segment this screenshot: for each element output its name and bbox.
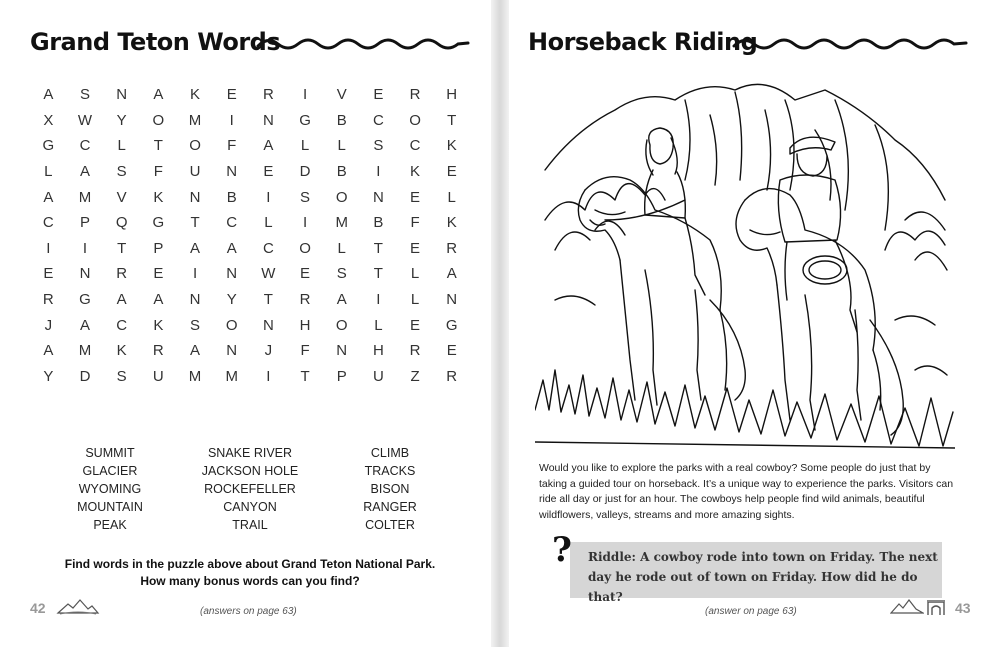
grid-letter[interactable]: N xyxy=(116,86,128,104)
grid-letter[interactable]: R xyxy=(409,342,421,360)
grid-letter[interactable]: A xyxy=(43,188,54,206)
grid-letter[interactable]: J xyxy=(44,316,53,334)
grid-letter[interactable]: L xyxy=(410,265,420,283)
grid-letter[interactable]: S xyxy=(116,163,127,181)
squiggle-line-icon xyxy=(256,34,470,54)
grid-letter[interactable]: A xyxy=(116,291,127,309)
word-item: WYOMING xyxy=(78,482,142,496)
grid-letter[interactable]: G xyxy=(445,316,458,334)
word-column xyxy=(180,444,320,534)
grid-letter[interactable]: M xyxy=(78,188,92,206)
grid-letter[interactable]: F xyxy=(410,214,420,232)
grid-letter[interactable]: A xyxy=(226,239,237,257)
grid-letter[interactable]: R xyxy=(262,86,274,104)
grid-letter[interactable]: F xyxy=(227,137,237,155)
word-item: CLIMB xyxy=(370,446,410,460)
grid-letter[interactable]: A xyxy=(80,316,91,334)
grid-letter[interactable]: N xyxy=(226,265,238,283)
grid-letter[interactable]: A xyxy=(263,137,274,155)
word-item: CANYON xyxy=(223,500,277,514)
word-item: JACKSON HOLE xyxy=(201,464,299,478)
grid-letter[interactable]: R xyxy=(446,239,458,257)
grid-letter[interactable]: V xyxy=(336,86,347,104)
word-item: SNAKE RIVER xyxy=(207,446,293,460)
grid-letter[interactable]: N xyxy=(189,291,201,309)
horseback-riders-illustration xyxy=(535,70,955,450)
grid-letter[interactable]: A xyxy=(153,291,164,309)
grid-letter[interactable]: B xyxy=(373,214,384,232)
grid-letter[interactable]: O xyxy=(152,111,165,129)
grid-letter[interactable]: S xyxy=(373,137,384,155)
grid-letter[interactable]: C xyxy=(116,316,128,334)
grid-letter[interactable]: R xyxy=(446,367,458,385)
page-title-right: Horseback Riding xyxy=(528,28,758,56)
grid-letter[interactable]: L xyxy=(117,137,126,155)
grid-letter[interactable]: E xyxy=(153,265,164,283)
grid-letter[interactable]: L xyxy=(337,239,346,257)
mountain-icon xyxy=(890,598,924,616)
grid-letter[interactable]: N xyxy=(189,188,201,206)
grid-letter[interactable]: Y xyxy=(43,367,54,385)
grid-row xyxy=(30,133,470,159)
word-list xyxy=(40,444,460,534)
grid-row xyxy=(30,287,470,313)
grid-row xyxy=(30,261,470,287)
grid-letter[interactable]: C xyxy=(42,214,54,232)
grid-letter[interactable]: C xyxy=(262,239,274,257)
grid-letter[interactable]: O xyxy=(225,316,238,334)
word-item: MOUNTAIN xyxy=(77,500,143,514)
squiggle-line-icon xyxy=(732,34,970,54)
grid-letter[interactable]: A xyxy=(190,239,201,257)
grid-letter[interactable]: E xyxy=(263,163,274,181)
grid-letter[interactable]: V xyxy=(116,188,127,206)
word-item: TRAIL xyxy=(232,518,268,532)
horseback-paragraph: Would you like to explore the parks with a real cowboy? Some people do just that by taking a guided tour on horseback. It’s a unique way to experience the parks. Visitors can ride all day or just for an hour. The cowboys help people find wild animals, beautiful wildflowers, valleys, streams and more amazing sights. xyxy=(539,462,954,521)
grid-letter[interactable]: A xyxy=(43,342,54,360)
grid-letter[interactable]: T xyxy=(447,111,457,129)
grid-letter[interactable]: C xyxy=(226,214,238,232)
page-number-right: 43 xyxy=(955,600,971,616)
grid-letter[interactable]: H xyxy=(446,86,458,104)
page-number-left: 42 xyxy=(30,600,46,616)
grid-letter[interactable]: W xyxy=(77,111,93,129)
grid-letter[interactable]: X xyxy=(43,111,54,129)
grid-letter[interactable]: N xyxy=(446,291,458,309)
grid-letter[interactable]: K xyxy=(190,86,201,104)
grid-letter[interactable]: K xyxy=(446,137,457,155)
grid-letter[interactable]: B xyxy=(226,188,237,206)
grid-letter[interactable]: C xyxy=(79,137,91,155)
grid-letter[interactable]: K xyxy=(116,342,127,360)
grid-letter[interactable]: A xyxy=(446,265,457,283)
grid-letter[interactable]: O xyxy=(299,239,311,257)
grid-letter[interactable]: L xyxy=(447,188,456,206)
grid-letter[interactable]: A xyxy=(190,342,201,360)
grid-letter[interactable]: E xyxy=(410,316,421,334)
grid-letter[interactable]: O xyxy=(335,316,348,334)
grid-letter[interactable]: M xyxy=(225,367,238,385)
grid-letter[interactable]: E xyxy=(446,342,457,360)
grid-letter[interactable]: S xyxy=(300,188,311,206)
grid-letter[interactable]: A xyxy=(43,86,54,104)
word-column xyxy=(320,444,460,534)
grid-letter[interactable]: S xyxy=(336,265,347,283)
grid-letter[interactable]: C xyxy=(372,111,384,129)
grid-letter[interactable]: T xyxy=(300,367,310,385)
grid-letter[interactable]: H xyxy=(372,342,384,360)
grid-letter[interactable]: E xyxy=(226,86,237,104)
grid-letter[interactable]: L xyxy=(410,291,420,309)
grid-letter[interactable]: E xyxy=(410,188,421,206)
grid-letter[interactable]: T xyxy=(117,239,127,257)
grid-letter[interactable]: B xyxy=(336,163,347,181)
grid-letter[interactable]: I xyxy=(266,188,271,206)
grid-letter[interactable]: G xyxy=(299,111,311,129)
grid-letter[interactable]: K xyxy=(153,188,164,206)
grid-row xyxy=(30,82,470,108)
grid-letter[interactable]: N xyxy=(372,188,384,206)
grid-letter[interactable]: N xyxy=(262,111,274,129)
grid-letter[interactable]: J xyxy=(264,342,273,360)
grid-letter[interactable]: A xyxy=(80,163,91,181)
grid-row xyxy=(30,210,470,236)
grid-letter[interactable]: K xyxy=(153,316,164,334)
grid-letter[interactable]: I xyxy=(192,265,198,283)
grid-letter[interactable]: H xyxy=(299,316,311,334)
grid-letter[interactable]: I xyxy=(376,163,381,181)
grid-letter[interactable]: M xyxy=(188,367,202,385)
grid-letter[interactable]: E xyxy=(300,265,311,283)
grid-letter[interactable]: P xyxy=(153,239,164,257)
grid-letter[interactable]: T xyxy=(190,214,200,232)
grid-letter[interactable]: L xyxy=(264,214,273,232)
book-gutter xyxy=(491,0,509,647)
grid-letter[interactable]: P xyxy=(80,214,91,232)
grid-letter[interactable]: W xyxy=(261,265,276,283)
arch-icon xyxy=(926,598,946,616)
grid-letter[interactable]: N xyxy=(226,163,238,181)
mountain-icon xyxy=(56,598,100,616)
grid-row xyxy=(30,312,470,338)
grid-letter[interactable]: F xyxy=(300,342,310,360)
word-item: COLTER xyxy=(365,518,415,532)
grid-letter[interactable]: M xyxy=(335,214,348,232)
puzzle-instructions: Find words in the puzzle above about Grand Teton National Park. How many bonus words can you find? xyxy=(64,557,436,588)
grid-letter[interactable]: U xyxy=(372,367,384,385)
grid-row xyxy=(30,108,470,134)
grid-letter[interactable]: G xyxy=(79,291,91,309)
grid-letter[interactable]: E xyxy=(446,163,457,181)
riddle-text: Riddle: A cowboy rode into town on Friday. The next day he rode out of town on Friday. How did he do that? xyxy=(588,550,938,604)
grid-letter[interactable]: D xyxy=(299,163,311,181)
grid-letter[interactable]: R xyxy=(42,291,54,309)
grid-letter[interactable]: E xyxy=(43,265,54,283)
answers-note-left: (answers on page 63) xyxy=(200,606,297,617)
grid-letter[interactable]: I xyxy=(376,291,381,309)
grid-letter[interactable]: T xyxy=(373,265,383,283)
word-item: PEAK xyxy=(93,518,127,532)
grid-letter[interactable]: N xyxy=(336,342,348,360)
grid-letter[interactable]: P xyxy=(336,367,347,385)
grid-letter[interactable]: L xyxy=(300,137,310,155)
grid-letter[interactable]: I xyxy=(302,214,308,232)
grid-letter[interactable]: I xyxy=(82,239,88,257)
grid-letter[interactable]: K xyxy=(410,163,421,181)
grid-letter[interactable]: N xyxy=(79,265,91,283)
grid-letter[interactable]: S xyxy=(116,367,127,385)
word-item: ROCKEFELLER xyxy=(204,482,296,496)
grid-letter[interactable]: R xyxy=(116,265,128,283)
grid-letter[interactable]: I xyxy=(229,111,234,129)
word-item: GLACIER xyxy=(82,464,138,478)
grid-letter[interactable]: N xyxy=(226,342,238,360)
page-title-left: Grand Teton Words xyxy=(30,28,281,56)
grid-letter[interactable]: L xyxy=(374,316,383,334)
grid-letter[interactable]: I xyxy=(46,239,51,257)
grid-letter[interactable]: Y xyxy=(116,111,127,129)
word-item: BISON xyxy=(370,482,410,496)
grid-letter[interactable]: M xyxy=(188,111,202,129)
grid-letter[interactable]: I xyxy=(302,86,308,104)
grid-letter[interactable]: R xyxy=(409,86,421,104)
grid-letter[interactable]: Z xyxy=(410,367,420,385)
grid-letter[interactable]: R xyxy=(299,291,311,309)
grid-letter[interactable]: Y xyxy=(226,291,237,309)
grid-letter[interactable]: E xyxy=(410,239,421,257)
word-item: TRACKS xyxy=(364,464,416,478)
grid-letter[interactable]: T xyxy=(263,291,273,309)
word-item: RANGER xyxy=(363,500,417,514)
grid-letter[interactable]: L xyxy=(337,137,346,155)
word-search-grid[interactable] xyxy=(30,82,470,389)
grid-row xyxy=(30,184,470,210)
grid-letter[interactable]: N xyxy=(262,316,274,334)
grid-letter[interactable]: A xyxy=(336,291,347,309)
word-item: SUMMIT xyxy=(85,446,135,460)
grid-letter[interactable]: O xyxy=(409,111,421,129)
answer-note-right: (answer on page 63) xyxy=(705,606,797,617)
grid-row xyxy=(30,236,470,262)
grid-letter[interactable]: L xyxy=(44,163,53,181)
grid-letter[interactable]: R xyxy=(152,342,164,360)
grid-letter[interactable]: T xyxy=(153,137,163,155)
grid-letter[interactable]: U xyxy=(152,367,164,385)
question-mark-icon: ? xyxy=(552,530,572,570)
grid-letter[interactable]: K xyxy=(446,214,457,232)
grid-letter[interactable]: I xyxy=(266,367,271,385)
grid-row xyxy=(30,364,470,390)
grid-letter[interactable]: Q xyxy=(115,214,128,232)
grid-letter[interactable]: M xyxy=(78,342,92,360)
grid-letter[interactable]: S xyxy=(190,316,201,334)
grid-letter[interactable]: F xyxy=(153,163,163,181)
word-column xyxy=(40,444,180,534)
grid-letter[interactable]: S xyxy=(80,86,91,104)
grid-letter[interactable]: E xyxy=(373,86,384,104)
grid-letter[interactable]: G xyxy=(42,137,55,155)
grid-row xyxy=(30,338,470,364)
grid-letter[interactable]: O xyxy=(335,188,348,206)
grid-letter[interactable]: B xyxy=(336,111,347,129)
grid-letter[interactable]: D xyxy=(79,367,91,385)
grid-letter[interactable]: C xyxy=(409,137,421,155)
grid-row xyxy=(30,159,470,185)
grid-letter[interactable]: T xyxy=(373,239,383,257)
grid-letter[interactable]: O xyxy=(189,137,201,155)
grid-letter[interactable]: U xyxy=(189,163,201,181)
grid-letter[interactable]: G xyxy=(152,214,165,232)
grid-letter[interactable]: A xyxy=(153,86,164,104)
